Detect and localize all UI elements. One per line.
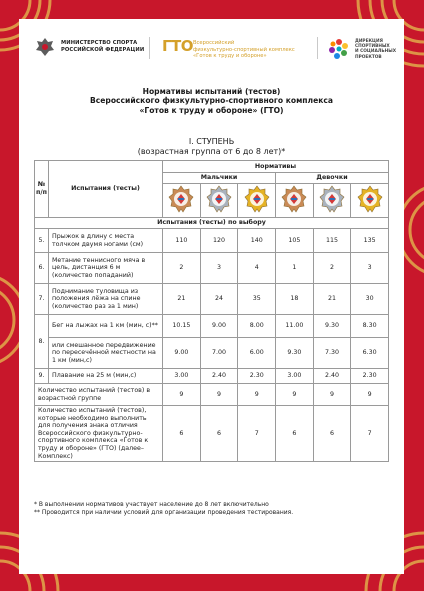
girls-header: Девочки (276, 173, 389, 184)
directorate-name (355, 39, 396, 60)
value-cell: 9 (313, 384, 351, 406)
value-cell: 7 (351, 406, 389, 462)
value-cell: 120 (200, 229, 238, 253)
value-cell: 6 (200, 406, 238, 462)
value-cell: 6.30 (351, 338, 389, 369)
dir-line2: СПОРТИВНЫХ (355, 44, 390, 50)
value-cell: 6 (276, 406, 314, 462)
boys-header: Мальчики (163, 173, 276, 184)
title-line3: «Готов к труду и обороне» (ГТО) (139, 105, 284, 115)
value-cell: 6 (313, 406, 351, 462)
value-cell: 30 (351, 284, 389, 315)
value-cell: 9.00 (200, 315, 238, 338)
footnotes (34, 501, 293, 517)
value-cell: 115 (313, 229, 351, 253)
row-test-name: Метание теннисного мяча в цель, дистанция 6 м (количество попаданий) (49, 253, 163, 284)
value-cell: 9.00 (163, 338, 201, 369)
footnote-1: * В выполнении нормативов участвует население до 8 лет включительно (34, 501, 269, 508)
table-row (35, 338, 389, 369)
header-divider (149, 37, 150, 59)
bronze-badge-icon (168, 185, 194, 213)
value-cell: 6 (163, 406, 201, 462)
value-cell: 21 (313, 284, 351, 315)
value-cell: 3.00 (276, 369, 314, 384)
total-tests-row (35, 384, 389, 406)
ministry-line2: РОССИЙСКОЙ ФЕДЕРАЦИИ (61, 46, 145, 53)
header-logos (19, 19, 404, 71)
badge-cell (238, 184, 276, 218)
bronze-badge-icon (281, 185, 307, 213)
value-cell: 9.30 (313, 315, 351, 338)
gold-badge-icon (357, 185, 383, 213)
value-cell: 4 (238, 253, 276, 284)
value-cell: 2.30 (238, 369, 276, 384)
value-cell: 2.40 (200, 369, 238, 384)
table-row (35, 315, 389, 338)
required-tests-label: Количество испытаний (тестов), которые необходимо выполнить для получения знака отличия Всероссийского физкультурно-спортивного комплекса «Готов к труду и обороне» (ГТО) (далее–Комплекс) (35, 406, 163, 462)
total-tests-label: Количество испытаний (тестов) в возрастной группе (35, 384, 163, 406)
badge-cell (351, 184, 389, 218)
value-cell: 35 (238, 284, 276, 315)
stage-heading (19, 137, 404, 156)
value-cell: 10.15 (163, 315, 201, 338)
value-cell: 18 (276, 284, 314, 315)
footnote-2: ** Проводится при наличии условий для организации проведения тестирования. (34, 509, 294, 516)
badge-cell (163, 184, 201, 218)
badge-cell (200, 184, 238, 218)
table-row (35, 284, 389, 315)
stage-name: I. СТУПЕНЬ (188, 137, 235, 146)
row-test-name: или смешанное передвижение по пересечённой местности на 1 км (мин,с) (49, 338, 163, 369)
gto-line1: Всероссийский (193, 40, 235, 46)
gto-line3: «Готов к труду и обороне» (193, 53, 267, 59)
value-cell: 7 (238, 406, 276, 462)
table-row (35, 229, 389, 253)
row-test-name: Поднимание туловища из положения лёжа на спине (количество раз за 1 мин) (49, 284, 163, 315)
norms-table (34, 160, 389, 462)
value-cell: 21 (163, 284, 201, 315)
value-cell: 135 (351, 229, 389, 253)
ministry-name (61, 40, 144, 53)
value-cell: 110 (163, 229, 201, 253)
gto-line2: физкультурно-спортивный комплекс (193, 46, 295, 53)
value-cell: 3.00 (163, 369, 201, 384)
col-num-header: № п/п (35, 161, 49, 218)
row-test-name: Плавание на 25 м (мин,с) (49, 369, 163, 384)
value-cell: 8.30 (351, 315, 389, 338)
value-cell: 2.30 (351, 369, 389, 384)
value-cell: 6.00 (238, 338, 276, 369)
title-line1: Нормативы испытаний (тестов) (142, 87, 281, 96)
document-title (19, 87, 404, 115)
dir-line4: ПРОЕКТОВ (355, 54, 382, 60)
silver-badge-icon (319, 185, 345, 213)
col-norms-header: Нормативы (163, 161, 389, 173)
value-cell: 9 (163, 384, 201, 406)
value-cell: 2 (313, 253, 351, 284)
badge-cell (276, 184, 314, 218)
title-line2: Всероссийского физкультурно-спортивного комплекса (89, 96, 334, 106)
row-num: 8. (35, 315, 49, 369)
header-divider (317, 37, 318, 59)
value-cell: 1 (276, 253, 314, 284)
row-num: 6. (35, 253, 49, 284)
table-row (35, 369, 389, 384)
value-cell: 105 (276, 229, 314, 253)
value-cell: 3 (351, 253, 389, 284)
directorate-logo-icon (327, 37, 351, 61)
value-cell: 9 (351, 384, 389, 406)
document-sheet (19, 19, 404, 574)
dir-line1: ДИРЕКЦИЯ (355, 39, 383, 44)
coat-of-arms-icon (34, 36, 56, 58)
row-num: 5. (35, 229, 49, 253)
row-num: 9. (35, 369, 49, 384)
row-num: 7. (35, 284, 49, 315)
silver-badge-icon (206, 185, 232, 213)
value-cell: 9 (276, 384, 314, 406)
gto-name (193, 40, 295, 60)
dir-line3: И СОЦИАЛЬНЫХ (355, 49, 397, 55)
value-cell: 9.30 (276, 338, 314, 369)
choice-subheader: Испытания (тесты) по выбору (35, 218, 389, 229)
required-tests-row (35, 406, 389, 462)
stage-age-group: (возрастная группа от 6 до 8 лет)* (137, 146, 286, 156)
value-cell: 11.00 (276, 315, 314, 338)
value-cell: 2 (163, 253, 201, 284)
value-cell: 7.30 (313, 338, 351, 369)
value-cell: 24 (200, 284, 238, 315)
ministry-line1: МИНИСТЕРСТВО СПОРТА (61, 40, 138, 46)
value-cell: 7.00 (200, 338, 238, 369)
badge-cell (313, 184, 351, 218)
value-cell: 3 (200, 253, 238, 284)
row-test-name: Бег на лыжах на 1 км (мин, с)** (49, 315, 163, 338)
value-cell: 2.40 (313, 369, 351, 384)
value-cell: 140 (238, 229, 276, 253)
row-test-name: Прыжок в длину с места толчком двумя ногами (см) (49, 229, 163, 253)
gto-logo: ГТО (162, 37, 194, 55)
value-cell: 8.00 (238, 315, 276, 338)
value-cell: 9 (200, 384, 238, 406)
gold-badge-icon (244, 185, 270, 213)
value-cell: 9 (238, 384, 276, 406)
col-tests-header: Испытания (тесты) (49, 161, 163, 218)
table-row (35, 253, 389, 284)
